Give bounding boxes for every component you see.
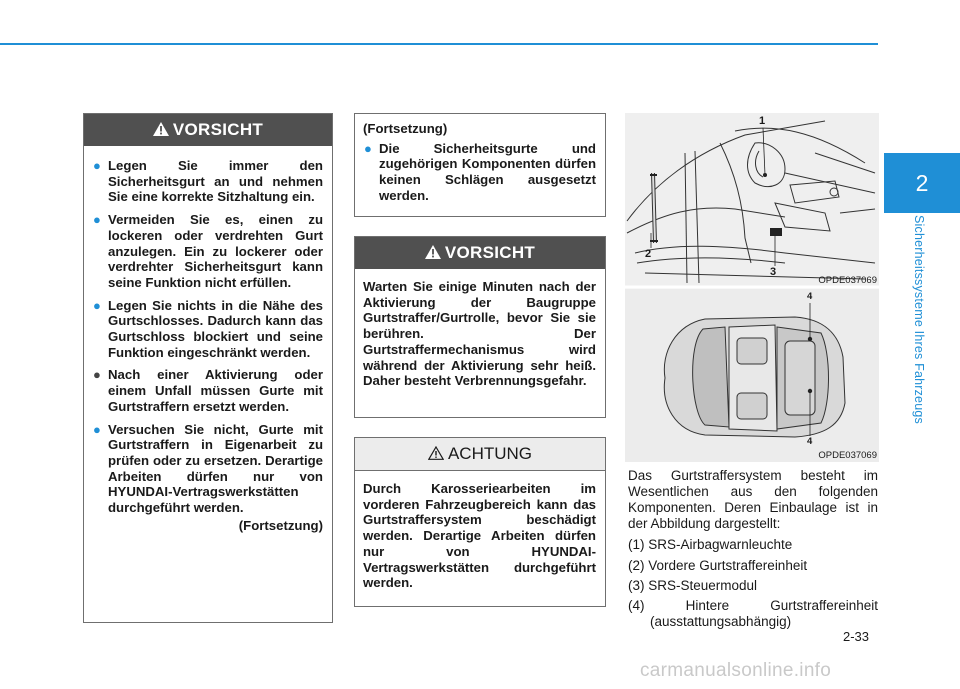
continued-header: (Fortsetzung) — [363, 121, 448, 136]
list-item: ● Legen Sie nichts in die Nähe des Gurtschlosses. Dadurch kann das Gurtschloss blockiert und seine Funktion eingeschränkt werden. — [93, 297, 323, 360]
pretensioner-figure — [625, 113, 879, 462]
component-list-item: (1) SRS-Airbagwarnleuchte — [628, 537, 793, 552]
warning-icon — [153, 122, 169, 136]
component-list-item: (4) Hintere Gurtstraffereinheit (ausstattungsabhängig) — [628, 598, 878, 629]
caution-box-left — [83, 113, 333, 623]
chapter-title: Sicherheitssysteme Ihres Fahrzeugs — [912, 215, 926, 424]
bullet-icon: ● — [93, 297, 101, 313]
list-item: ● Versuchen Sie nicht, Gurte mit Gurtstraffern in Eigenarbeit zu prüfen oder zu ersetzen. Derartige Arbeiten dürfen nur von HYUNDAI-Vertragswerkstätten durchgeführt werden. — [93, 421, 323, 516]
notice-box — [354, 437, 606, 607]
notice-text: Durch Karosseriearbeiten im vorderen Fahrzeugbereich kann das Gurtstraffersystem beschädigt werden. Derartige Arbeiten dürfen nur von HYUNDAI-Vertragswerkstätten durchgeführt werden. — [363, 481, 596, 591]
component-list-item: (3) SRS-Steuermodul — [628, 578, 758, 593]
notice-header — [355, 438, 605, 471]
top-rule — [0, 43, 878, 45]
notice-header-label: ACHTUNG — [447, 444, 533, 463]
bullet-icon: ● — [364, 140, 372, 156]
continued-label: (Fortsetzung) — [238, 517, 323, 533]
chapter-tab: 2 — [884, 153, 960, 213]
bullet-icon: ● — [93, 158, 101, 173]
figure-code: OPDE037069 — [818, 275, 877, 286]
car-illustration — [625, 113, 879, 462]
caution-text: Warten Sie einige Minuten nach der Aktivierung der Baugruppe Gurtstraffer/Gurtrolle, bevor Sie sie berühren. Der Gurtstraffermechanismus wird während der Aktivierung sehr heiß. Daher besteht Verbrennungsgefahr. — [363, 279, 596, 389]
watermark: carmanualsonline.info — [640, 660, 832, 681]
intro-paragraph: Das Gurtstraffersystem besteht im Wesentlichen aus den folgenden Komponenten. Deren Einbaulage ist in der Abbildung dargestellt: — [628, 468, 878, 531]
figure-code: OPDE037069 — [818, 450, 877, 461]
page-number: 2-33 — [843, 629, 870, 644]
bullet-icon: ● — [93, 367, 101, 383]
callout-1: 1 — [759, 115, 766, 127]
callout-4-bottom: 4 — [807, 436, 813, 447]
callout-3: 3 — [770, 266, 777, 278]
list-item: ● Nach einer Aktivierung oder einem Unfall müssen Gurte mit Gurtstraffern ersetzt werden. — [93, 367, 323, 414]
continued-box — [354, 113, 606, 217]
warning-icon — [425, 245, 441, 259]
caution-header — [84, 114, 332, 146]
caution-header-label: VORSICHT — [172, 120, 264, 139]
warning-outline-icon — [428, 446, 444, 460]
list-item: ● Die Sicherheitsgurte und zugehörigen Komponenten dürfen keinen Schlägen ausgesetzt werden. — [364, 140, 596, 203]
bullet-icon: ● — [93, 212, 101, 228]
callout-4-top: 4 — [807, 291, 813, 302]
list-item: ● Legen Sie immer den Sicherheitsgurt an und nehmen Sie eine korrekte Sitzhaltung ein. — [93, 158, 323, 205]
list-item: ● Vermeiden Sie es, einen zu lockeren oder verdrehten Gurt anzulegen. Ein zu lockerer oder verdrehter Sicherheitsgurt kann seine Funktion nicht erfüllen. — [93, 212, 323, 290]
caution-box-middle — [354, 236, 606, 418]
bullet-icon: ● — [93, 421, 101, 437]
callout-2: 2 — [645, 248, 652, 260]
caution-header-label: VORSICHT — [444, 243, 536, 262]
component-list-item: (2) Vordere Gurtstraffereinheit — [628, 558, 808, 573]
caution-header — [355, 237, 605, 269]
